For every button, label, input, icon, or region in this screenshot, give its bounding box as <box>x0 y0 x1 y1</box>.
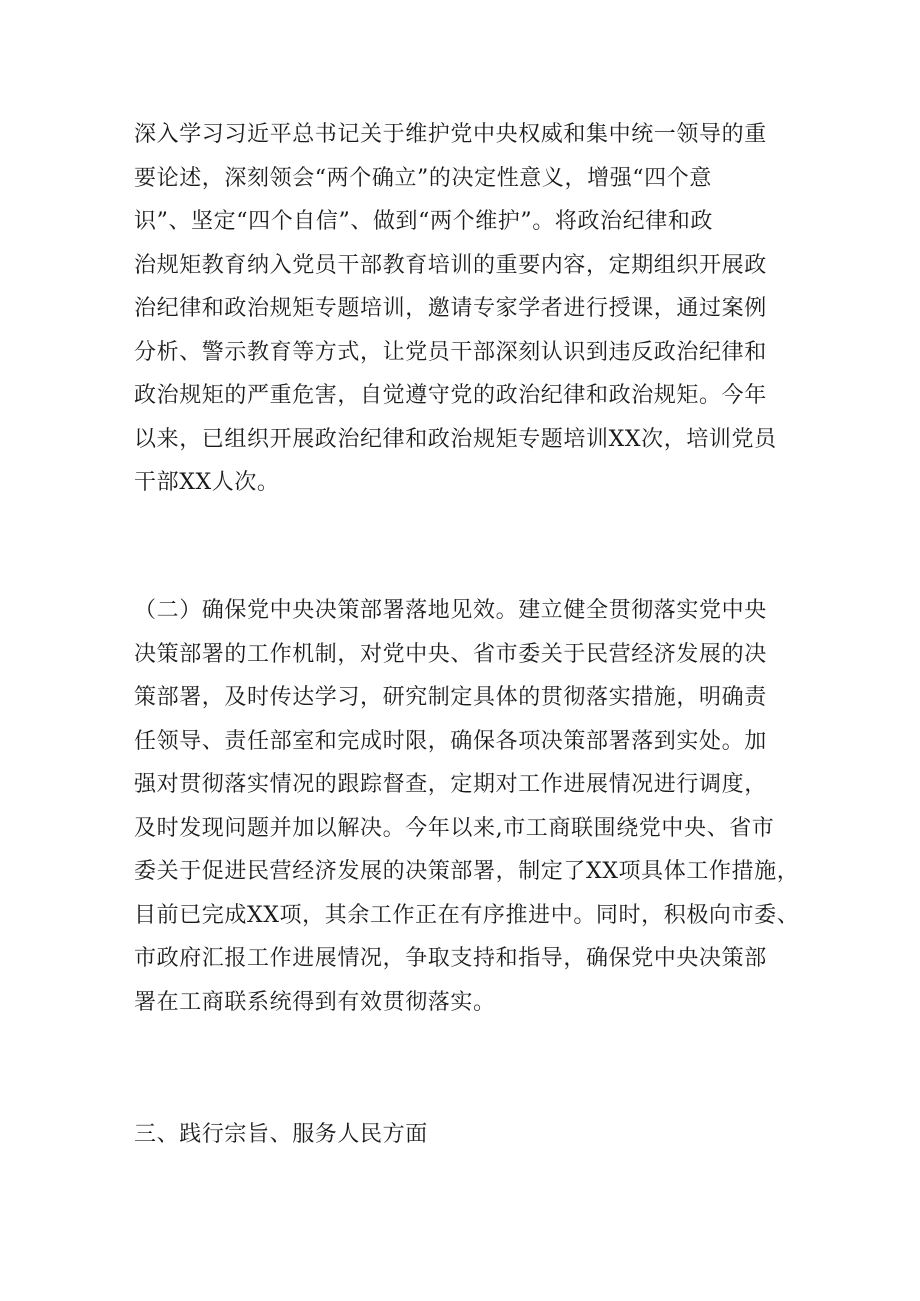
paragraph-decision-implementation <box>134 589 804 1024</box>
text-line: 要论述，深刻领会“两个确立”的决定性意义，增强“四个意 <box>134 165 712 191</box>
section-heading <box>134 1113 804 1157</box>
text-line: 强对贯彻落实情况的跟踪督查，定期对工作进展情况进行调度， <box>134 772 767 797</box>
text-line: 市政府汇报工作进展情况，争取支持和指导，确保党中央决策部 <box>134 946 767 971</box>
text-line: 委关于促进民营经济发展的决策部署，制定了XX项具体工作措施， <box>134 859 800 884</box>
text-line: 政治规矩的严重危害，自觉遵守党的政治纪律和政治规矩。今年 <box>134 383 767 408</box>
text-line: 及时发现问题并加以解决。今年以来,市工商联围绕党中央、省市 <box>134 815 775 841</box>
text-line: （二）确保党中央决策部署落地见效。建立健全贯彻落实党中央 <box>134 598 767 623</box>
text-line: 决策部署的工作机制，对党中央、省市委关于民营经济发展的决 <box>134 641 767 667</box>
text-line: 任领导、责任部室和完成时限，确保各项决策部署落到实处。加 <box>134 728 767 754</box>
text-line: 目前已完成XX项，其余工作正在有序推进中。同时，积极向市委、 <box>134 902 800 928</box>
text-line: 署在工商联系统得到有效贯彻落实。 <box>134 989 496 1015</box>
text-line: 治规矩教育纳入党员干部教育培训的重要内容，定期组织开展政 <box>134 252 767 278</box>
text-line: 以来，已组织开展政治纪律和政治规矩专题培训XX次，培训党员 <box>134 426 777 452</box>
text-line: 识”、坚定“四个自信”、做到“两个维护”。将政治纪律和政 <box>134 209 714 234</box>
text-line: 治纪律和政治规矩专题培训，邀请专家学者进行授课，通过案例 <box>134 296 767 321</box>
text-line: 深入学习习近平总书记关于维护党中央权威和集中统一领导的重 <box>134 122 767 147</box>
text-line: 分析、警示教育等方式，让党员干部深刻认识到违反政治纪律和 <box>134 339 767 365</box>
text-line: 干部XX人次。 <box>134 470 280 495</box>
paragraph-political-discipline <box>134 113 804 505</box>
text-line: 策部署，及时传达学习，研究制定具体的贯彻落实措施，明确责 <box>134 685 767 710</box>
section-heading-text: 三、践行宗旨、服务人民方面 <box>134 1122 428 1147</box>
